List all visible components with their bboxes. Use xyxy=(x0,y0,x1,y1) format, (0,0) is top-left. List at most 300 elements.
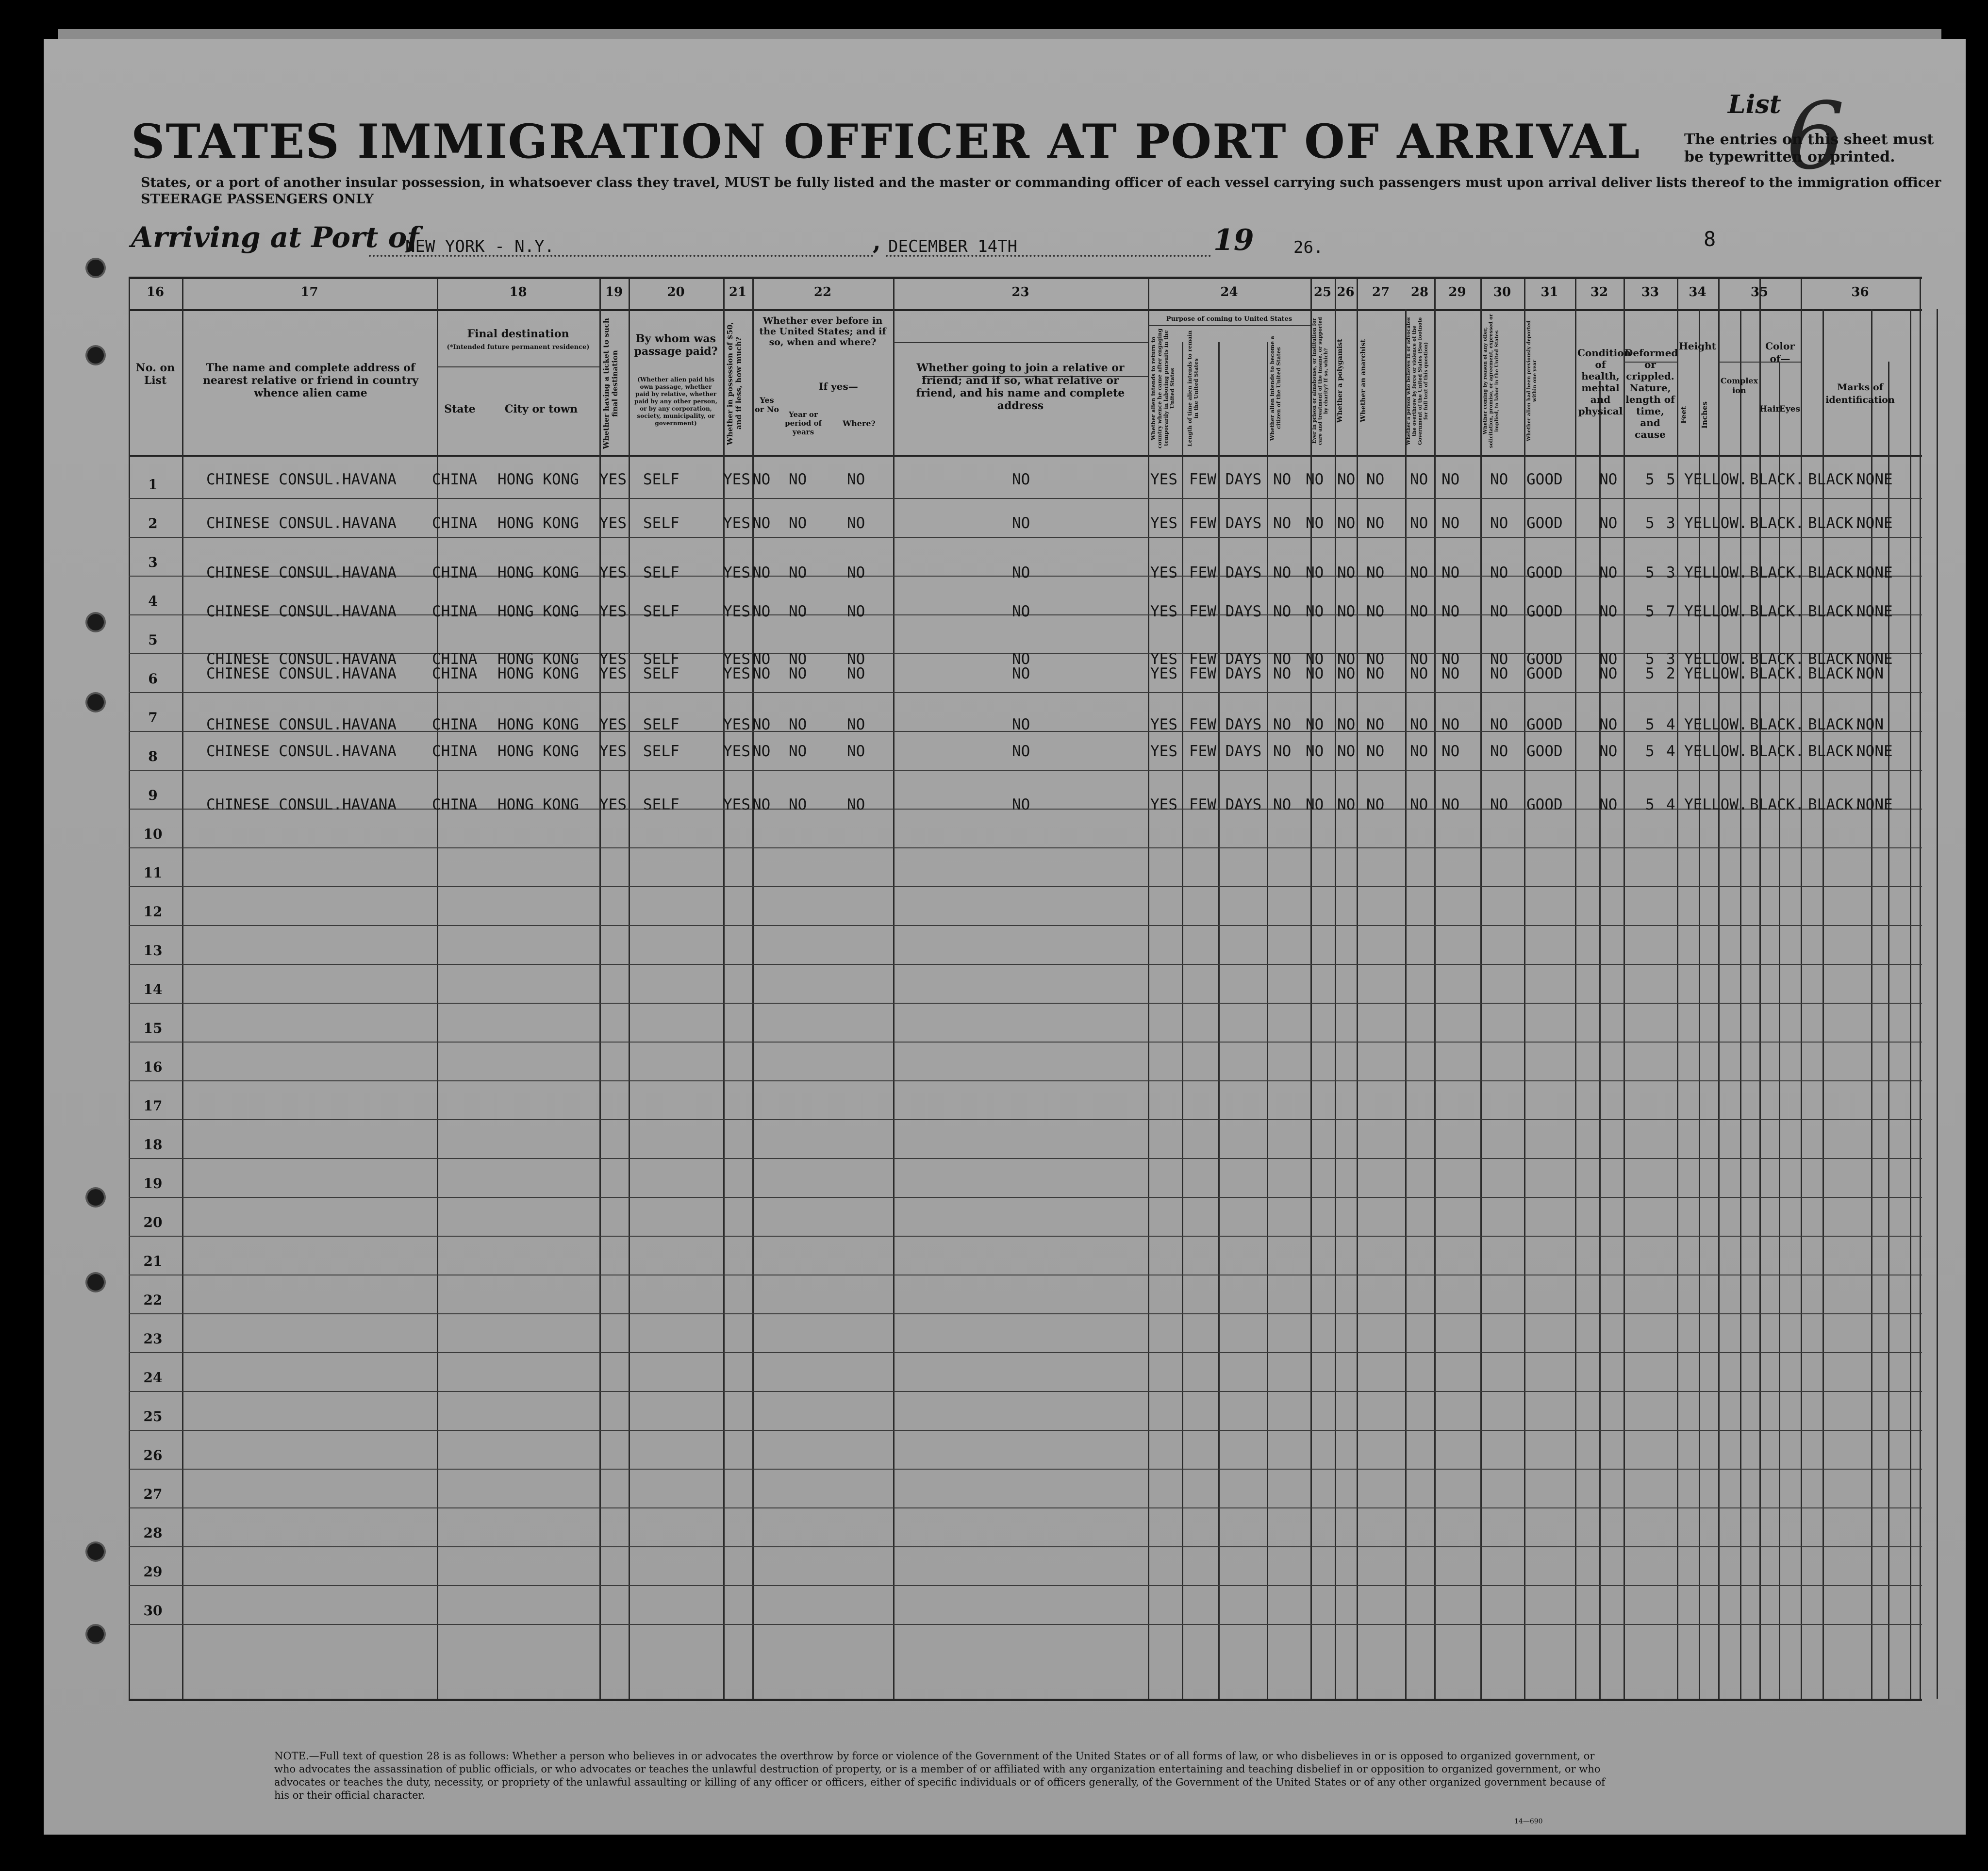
cell-ret: YES xyxy=(1150,743,1177,760)
col-number: 32 xyxy=(1590,285,1608,299)
cell-eyes: BLACK. xyxy=(1808,514,1862,532)
cell-marks: NONE xyxy=(1856,603,1893,620)
col-number: 33 xyxy=(1641,285,1659,299)
cell-deported: NO xyxy=(1490,564,1508,581)
hdr-eyes: Eyes xyxy=(1779,404,1801,414)
cell-ticket: YES xyxy=(599,743,627,760)
cell-prison: NO xyxy=(1306,514,1324,532)
hdr-join-relative: Whether going to join a relative or friend; and if so, what relative or friend, and his name and complete address xyxy=(916,362,1125,412)
col-number: 28 xyxy=(1410,285,1429,299)
cell-overthrow: NO xyxy=(1410,665,1428,682)
cell-year: NO xyxy=(789,716,807,733)
instruction-line: States, or a port of another insular possession, in whatsoever class they travel, MUST be fully listed and the master or commanding officer of each vessel carrying such passengers must upon arrival deliver lists thereof to the immigration officer xyxy=(141,175,1941,190)
cell-complexion: YELLOW. xyxy=(1684,796,1748,813)
cell-inches: 5 xyxy=(1666,471,1675,488)
cell-deformed: NO xyxy=(1599,796,1618,813)
cell-paid: SELF xyxy=(643,471,679,488)
cell-inches: 4 xyxy=(1666,716,1675,733)
cell-state: CHINA xyxy=(432,471,478,488)
cell-inches: 4 xyxy=(1666,796,1675,813)
cell-year: NO xyxy=(789,564,807,581)
cell-before: NO xyxy=(752,665,771,682)
cell-ret: YES xyxy=(1150,665,1177,682)
cell-prison: NO xyxy=(1306,665,1324,682)
cell-deformed: NO xyxy=(1599,665,1618,682)
cell-state: CHINA xyxy=(432,665,478,682)
cell-citizen: NO xyxy=(1273,716,1292,733)
cell-prison: NO xyxy=(1306,743,1324,760)
cell-polygamist: NO xyxy=(1337,665,1356,682)
col-number: 34 xyxy=(1689,285,1706,299)
cell-paid: SELF xyxy=(643,603,679,620)
row-rule xyxy=(129,1119,1922,1120)
punch-hole xyxy=(87,1274,104,1291)
manifest-table xyxy=(129,277,1922,1701)
row-number: 10 xyxy=(143,826,163,842)
cell-inches: 3 xyxy=(1666,564,1675,581)
cell-where: NO xyxy=(847,650,865,668)
cell-feet: 5 xyxy=(1645,471,1655,488)
cell-ret: YES xyxy=(1150,564,1177,581)
cell-length: FEW DAYS xyxy=(1189,716,1262,733)
row-rule xyxy=(129,770,1922,771)
row-rule xyxy=(129,537,1922,538)
hdr-final-dest-note: (*Intended future permanent residence) xyxy=(447,344,590,351)
cell-relative: CHINESE CONSUL.HAVANA xyxy=(206,564,397,581)
cell-relative: CHINESE CONSUL.HAVANA xyxy=(206,716,397,733)
column-number-rule xyxy=(129,309,1922,311)
col-line xyxy=(723,279,725,1699)
cell-eyes: BLACK. xyxy=(1808,796,1862,813)
col-line xyxy=(1759,279,1761,1699)
cell-inches: 2 xyxy=(1666,665,1675,682)
entries-note xyxy=(1684,131,1934,166)
col-line xyxy=(1357,279,1358,1699)
subcol-line xyxy=(1888,362,1889,1699)
punch-hole xyxy=(87,347,104,364)
cell-deformed: NO xyxy=(1599,650,1618,668)
cell-hair: BLACK. xyxy=(1750,743,1804,760)
cell-inches: 3 xyxy=(1666,514,1675,532)
hdr-overthrow: Whether a person who believes in or advocates the overthrow by force or violence of the Government of the United States (See footnote for full text of this question) xyxy=(1406,317,1429,445)
cell-where: NO xyxy=(847,743,865,760)
col-line xyxy=(1718,279,1720,1699)
cell-induced: NO xyxy=(1441,603,1460,620)
cell-length: FEW DAYS xyxy=(1189,796,1262,813)
hdr-ticket: Whether having a ticket to such final destination xyxy=(602,318,619,449)
cell-citizen: NO xyxy=(1273,514,1292,532)
cell-before: NO xyxy=(752,603,771,620)
row-number: 20 xyxy=(143,1214,163,1230)
cell-before: NO xyxy=(752,471,771,488)
cell-paid: SELF xyxy=(643,716,679,733)
row-number: 16 xyxy=(143,1059,163,1075)
hdr-possession: Whether in possession of $50, and if less, how much? xyxy=(726,322,743,445)
cell-possession: YES xyxy=(723,603,750,620)
cell-before: NO xyxy=(752,650,771,668)
cell-anarchist: NO xyxy=(1366,796,1385,813)
cell-overthrow: NO xyxy=(1410,603,1428,620)
row-rule xyxy=(129,1624,1922,1625)
cell-eyes: BLACK. xyxy=(1808,471,1862,488)
cell-overthrow: NO xyxy=(1410,650,1428,668)
row-rule xyxy=(129,1080,1922,1081)
cell-year: NO xyxy=(789,514,807,532)
cell-deported: NO xyxy=(1490,514,1508,532)
cell-state: CHINA xyxy=(432,716,478,733)
cell-join: NO xyxy=(1012,564,1030,581)
cell-year: NO xyxy=(789,796,807,813)
cell-inches: 3 xyxy=(1666,650,1675,668)
cell-before: NO xyxy=(752,743,771,760)
cell-feet: 5 xyxy=(1645,716,1655,733)
cell-join: NO xyxy=(1012,716,1030,733)
cell-ret: YES xyxy=(1150,650,1177,668)
cell-citizen: NO xyxy=(1273,650,1292,668)
steerage-label: STEERAGE PASSENGERS ONLY xyxy=(141,192,374,207)
cell-join: NO xyxy=(1012,471,1030,488)
col-number: 23 xyxy=(1011,285,1029,299)
hdr-intends-return: Whether alien intends to return to country whence he came after engaging temporarily in laboring pursuits in the United States xyxy=(1150,328,1176,448)
cell-deported: NO xyxy=(1490,743,1508,760)
cell-marks: NONE xyxy=(1856,564,1893,581)
col-number: 36 xyxy=(1851,285,1869,299)
cell-state: CHINA xyxy=(432,743,478,760)
row-rule xyxy=(129,1003,1922,1004)
instructions xyxy=(141,175,1941,208)
row-rule xyxy=(129,886,1922,887)
cell-induced: NO xyxy=(1441,716,1460,733)
cell-before: NO xyxy=(752,796,771,813)
cell-marks: NONE xyxy=(1856,471,1893,488)
form-code: 14—690 xyxy=(1514,1818,1543,1825)
cell-marks: NON xyxy=(1856,716,1884,733)
subhdr-rule xyxy=(437,366,599,367)
hdr-no-on-list: No. on List xyxy=(135,362,175,387)
cell-eyes: BLACK. xyxy=(1808,564,1862,581)
cell-health: GOOD xyxy=(1526,796,1563,813)
cell-possession: YES xyxy=(723,796,750,813)
cell-complexion: YELLOW. xyxy=(1684,603,1748,620)
cell-where: NO xyxy=(847,603,865,620)
cell-marks: NONE xyxy=(1856,514,1893,532)
col-line xyxy=(1801,279,1802,1699)
cell-deformed: NO xyxy=(1599,743,1618,760)
row-rule xyxy=(129,1391,1922,1392)
cell-paid: SELF xyxy=(643,743,679,760)
cell-city: HONG KONG xyxy=(497,796,579,813)
col-number: 19 xyxy=(605,285,623,299)
cell-ret: YES xyxy=(1150,603,1177,620)
subcol-line xyxy=(1267,342,1268,1699)
cell-feet: 5 xyxy=(1645,665,1655,682)
row-rule xyxy=(129,1507,1922,1508)
cell-hair: BLACK. xyxy=(1750,471,1804,488)
cell-anarchist: NO xyxy=(1366,564,1385,581)
row-number: 14 xyxy=(143,981,163,997)
col-line xyxy=(182,279,183,1699)
cell-year: NO xyxy=(789,603,807,620)
cell-ticket: YES xyxy=(599,471,627,488)
hdr-complexion: Complexion xyxy=(1720,376,1758,395)
cell-overthrow: NO xyxy=(1410,743,1428,760)
hdr-color-of: Color of— xyxy=(1765,340,1795,364)
cell-year: NO xyxy=(789,665,807,682)
cell-anarchist: NO xyxy=(1366,514,1385,532)
hdr-ever-before: Whether ever before in the United States; and if so, when and where? xyxy=(759,315,886,348)
cell-polygamist: NO xyxy=(1337,514,1356,532)
list-number: 6 xyxy=(1786,83,1845,190)
col-number: 26 xyxy=(1337,285,1355,299)
cell-paid: SELF xyxy=(643,665,679,682)
cell-induced: NO xyxy=(1441,743,1460,760)
arriving-label: Arriving at Port of xyxy=(131,221,419,254)
cell-possession: YES xyxy=(723,716,750,733)
cell-induced: NO xyxy=(1441,514,1460,532)
col-line xyxy=(437,279,438,1699)
year-suffix: 26. xyxy=(1293,238,1324,257)
cell-anarchist: NO xyxy=(1366,665,1385,682)
cell-marks: NONE xyxy=(1856,796,1893,813)
col-number: 17 xyxy=(300,285,318,299)
cell-complexion: YELLOW. xyxy=(1684,471,1748,488)
cell-join: NO xyxy=(1012,603,1030,620)
cell-deformed: NO xyxy=(1599,716,1618,733)
cell-citizen: NO xyxy=(1273,665,1292,682)
cell-where: NO xyxy=(847,564,865,581)
cell-city: HONG KONG xyxy=(497,603,579,620)
subcol-line xyxy=(1182,342,1183,1699)
col-line xyxy=(1148,279,1149,1699)
port-value: NEW YORK - N.Y. xyxy=(405,237,555,256)
cell-deformed: NO xyxy=(1599,603,1618,620)
cell-health: GOOD xyxy=(1526,716,1563,733)
cell-feet: 5 xyxy=(1645,796,1655,813)
hdr-hair: Hair xyxy=(1759,404,1780,414)
list-label: List xyxy=(1728,90,1781,119)
cell-where: NO xyxy=(847,514,865,532)
cell-relative: CHINESE CONSUL.HAVANA xyxy=(206,743,397,760)
cell-anarchist: NO xyxy=(1366,650,1385,668)
col-number: 29 xyxy=(1448,285,1466,299)
cell-prison: NO xyxy=(1306,716,1324,733)
cell-hair: BLACK. xyxy=(1750,650,1804,668)
cell-state: CHINA xyxy=(432,650,478,668)
cell-prison: NO xyxy=(1306,603,1324,620)
cell-join: NO xyxy=(1012,743,1030,760)
col-number: 16 xyxy=(146,285,165,299)
cell-possession: YES xyxy=(723,665,750,682)
col-line xyxy=(1335,279,1336,1699)
cell-length: FEW DAYS xyxy=(1189,603,1262,620)
cell-city: HONG KONG xyxy=(497,650,579,668)
row-number: 15 xyxy=(143,1020,163,1036)
cell-paid: SELF xyxy=(643,564,679,581)
cell-city: HONG KONG xyxy=(497,743,579,760)
row-number: 9 xyxy=(148,787,158,803)
subcol-line xyxy=(1218,342,1220,1699)
cell-overthrow: NO xyxy=(1410,564,1428,581)
cell-overthrow: NO xyxy=(1410,514,1428,532)
punch-hole xyxy=(87,694,104,711)
header-bottom-rule xyxy=(129,455,1922,457)
hdr-height: Height xyxy=(1679,340,1716,352)
cell-year: NO xyxy=(789,743,807,760)
col-number: 18 xyxy=(509,285,527,299)
cell-before: NO xyxy=(752,716,771,733)
cell-polygamist: NO xyxy=(1337,564,1356,581)
hdr-become-citizen: Whether alien intends to become a citizen of the United States xyxy=(1269,336,1282,441)
cell-possession: YES xyxy=(723,650,750,668)
cell-city: HONG KONG xyxy=(497,665,579,682)
cell-induced: NO xyxy=(1441,471,1460,488)
hdr-induced: Whether coming by reason of any offer, solicitation, promise, or agreement, expressed or implied, to labor in the United States xyxy=(1483,314,1500,448)
col-line xyxy=(1434,279,1436,1699)
cell-state: CHINA xyxy=(432,796,478,813)
cell-join: NO xyxy=(1012,665,1030,682)
cell-relative: CHINESE CONSUL.HAVANA xyxy=(206,603,397,620)
cell-hair: BLACK. xyxy=(1750,603,1804,620)
row-rule xyxy=(129,847,1922,848)
cell-ticket: YES xyxy=(599,514,627,532)
row-number: 19 xyxy=(143,1176,163,1192)
cell-polygamist: NO xyxy=(1337,796,1356,813)
row-number: 26 xyxy=(143,1447,163,1463)
sheet-number: 8 xyxy=(1704,227,1716,251)
col-number: 25 xyxy=(1313,285,1332,299)
col-line xyxy=(1480,279,1482,1699)
col-line xyxy=(1575,279,1576,1699)
subcol-line xyxy=(1937,309,1938,1699)
cell-deported: NO xyxy=(1490,603,1508,620)
cell-ret: YES xyxy=(1150,514,1177,532)
hdr-prison: Ever in prison or almshouse, or institution for care and treatment of the insane, or supported by charity? If so, which? xyxy=(1312,317,1329,445)
hdr-final-destination: Final destination xyxy=(467,328,569,340)
cell-deported: NO xyxy=(1490,665,1508,682)
cell-length: FEW DAYS xyxy=(1189,564,1262,581)
punch-hole xyxy=(87,614,104,630)
cell-ticket: YES xyxy=(599,650,627,668)
cell-induced: NO xyxy=(1441,650,1460,668)
cell-year: NO xyxy=(789,650,807,668)
row-number: 23 xyxy=(143,1331,163,1347)
cell-deformed: NO xyxy=(1599,514,1618,532)
col-number: 30 xyxy=(1493,285,1511,299)
col-number: 24 xyxy=(1220,285,1238,299)
cell-paid: SELF xyxy=(643,514,679,532)
cell-health: GOOD xyxy=(1526,603,1563,620)
cell-polygamist: NO xyxy=(1337,650,1356,668)
cell-health: GOOD xyxy=(1526,564,1563,581)
row-number: 29 xyxy=(143,1564,163,1580)
punch-hole xyxy=(87,1626,104,1642)
cell-where: NO xyxy=(847,471,865,488)
cell-state: CHINA xyxy=(432,564,478,581)
row-number: 25 xyxy=(143,1408,163,1424)
cell-hair: BLACK. xyxy=(1750,665,1804,682)
row-rule xyxy=(129,1352,1922,1353)
cell-before: NO xyxy=(752,564,771,581)
hdr-passage-note: (Whether alien paid his own passage, whether paid by relative, whether paid by any other person, or by any corporation, society, municipality, or government) xyxy=(634,376,717,427)
cell-eyes: BLACK. xyxy=(1808,603,1862,620)
col-line xyxy=(752,279,754,1699)
entries-note-line: The entries on this sheet must xyxy=(1684,131,1934,148)
col-number: 27 xyxy=(1372,285,1390,299)
row-rule xyxy=(129,925,1922,926)
cell-deformed: NO xyxy=(1599,564,1618,581)
cell-ticket: YES xyxy=(599,564,627,581)
cell-health: GOOD xyxy=(1526,650,1563,668)
cell-hair: BLACK. xyxy=(1750,514,1804,532)
entries-note-line: be typewritten or printed. xyxy=(1684,149,1895,166)
col-number: 22 xyxy=(813,285,832,299)
cell-prison: NO xyxy=(1306,471,1324,488)
cell-eyes: BLACK. xyxy=(1808,665,1862,682)
row-number: 30 xyxy=(143,1603,163,1619)
cell-relative: CHINESE CONSUL.HAVANA xyxy=(206,665,397,682)
col-line xyxy=(1920,279,1921,1699)
row-number: 18 xyxy=(143,1137,163,1153)
cell-deformed: NO xyxy=(1599,471,1618,488)
cell-possession: YES xyxy=(723,471,750,488)
cell-induced: NO xyxy=(1441,796,1460,813)
cell-complexion: YELLOW. xyxy=(1684,650,1748,668)
col-number: 35 xyxy=(1750,285,1769,299)
cell-ticket: YES xyxy=(599,716,627,733)
cell-anarchist: NO xyxy=(1366,743,1385,760)
cell-possession: YES xyxy=(723,743,750,760)
cell-polygamist: NO xyxy=(1337,603,1356,620)
cell-overthrow: NO xyxy=(1410,796,1428,813)
footnote: NOTE.—Full text of question 28 is as follows: Whether a person who believes in or advocates the overthrow by force or violence of the Government of the United States or of all forms of law, or who disbelieves in or is opposed to organized government, or who advocates the assassination of public officials, or who advocates or teaches the unlawful destruction of property, or is a member of or affiliated with any organization entertaining and teaching disbelief in or opposition to organized government, or who advocates or teaches the duty, necessity, or propriety of the unlawful assaulting or killing of any officer or officers, either of specific individuals or of officers generally, of the Government of the United States or of any other organized government because of his or their official character. xyxy=(274,1750,1605,1801)
hdr-deformed: Deformed or crippled. Nature, length of time, and cause xyxy=(1624,347,1678,440)
cell-anarchist: NO xyxy=(1366,716,1385,733)
row-rule xyxy=(129,1197,1922,1198)
cell-relative: CHINESE CONSUL.HAVANA xyxy=(206,471,397,488)
hdr-city: City or town xyxy=(504,403,578,415)
row-number: 24 xyxy=(143,1370,163,1386)
row-number: 7 xyxy=(148,710,158,726)
cell-feet: 5 xyxy=(1645,743,1655,760)
cell-ticket: YES xyxy=(599,796,627,813)
cell-hair: BLACK. xyxy=(1750,716,1804,733)
cell-deported: NO xyxy=(1490,650,1508,668)
cell-state: CHINA xyxy=(432,603,478,620)
cell-ret: YES xyxy=(1150,471,1177,488)
row-rule xyxy=(129,1546,1922,1547)
hdr-feet: Feet xyxy=(1679,406,1688,424)
cell-feet: 5 xyxy=(1645,564,1655,581)
cell-overthrow: NO xyxy=(1410,716,1428,733)
cell-city: HONG KONG xyxy=(497,514,579,532)
row-rule xyxy=(129,1236,1922,1237)
cell-state: CHINA xyxy=(432,514,478,532)
cell-health: GOOD xyxy=(1526,471,1563,488)
cell-deported: NO xyxy=(1490,716,1508,733)
cell-hair: BLACK. xyxy=(1750,564,1804,581)
row-rule xyxy=(129,1469,1922,1470)
col-line xyxy=(1310,279,1312,1699)
col-line xyxy=(893,279,895,1699)
hdr-polygamist: Whether a polygamist xyxy=(1336,339,1344,423)
cell-city: HONG KONG xyxy=(497,471,579,488)
row-rule xyxy=(129,1158,1922,1159)
cell-join: NO xyxy=(1012,796,1030,813)
cell-health: GOOD xyxy=(1526,514,1563,532)
col-line xyxy=(599,279,601,1699)
cell-complexion: YELLOW. xyxy=(1684,665,1748,682)
cell-join: NO xyxy=(1012,514,1030,532)
